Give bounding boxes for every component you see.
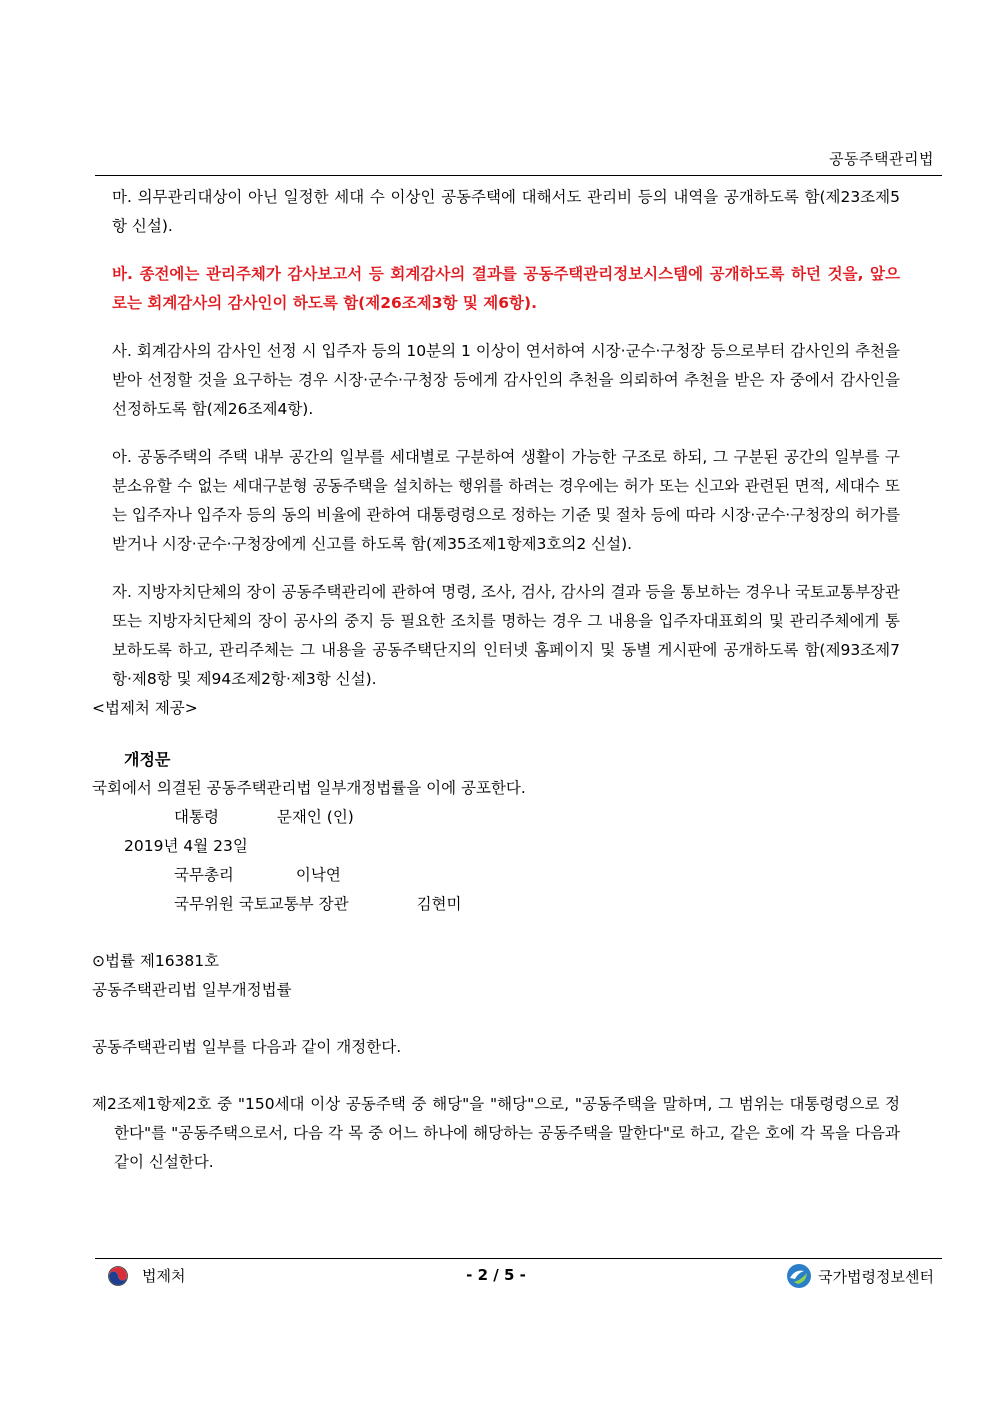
amend-intro: 공동주택관리법 일부를 다음과 같이 개정한다. (92, 1038, 402, 1056)
source-note: <법제처 제공> (92, 699, 198, 717)
promulgation-date: 2019년 4월 23일 (124, 837, 248, 855)
item-text: 종전에는 관리주체가 감사보고서 등 회계감사의 결과를 공동주택관리정보시스템에 공개하도록 하던 것을, 앞으로는 회계감사의 감사인이 하도록 함(제26조제3항 및 제6항). (112, 265, 900, 312)
spacer (92, 919, 900, 947)
list-item (92, 337, 900, 424)
item-text: 공동주택의 주택 내부 공간의 일부를 세대별로 구분하여 생활이 가능한 구조로 하되, 그 구분된 공간의 일부를 구분소유할 수 없는 세대구분형 공동주택을 설치하는 행위를 하려는 경우에는 허가 또는 신고와 관련된 면적, 세대수 또는 입주자나 입주자 등의 동의 비율에 관하여 대통령령으로 정하는 기준 및 절차 등에 따라 시장·군수·구청장의 허가를 받거나 시장·군수·구청장에게 신고를 하도록 함(제35조제1항제3호의2 신설). (112, 448, 900, 553)
item-label: 자. (112, 583, 132, 601)
item-label: 바. (112, 265, 133, 283)
promulgation-intro: 국회에서 의결된 공동주택관리법 일부개정법률을 이에 공포한다. (92, 779, 526, 797)
list-item-highlighted (92, 260, 900, 318)
item-label: 아. (112, 448, 132, 466)
amend-text: 제2조제1항제2호 중 "150세대 이상 공동주택 중 해당"을 "해당"으로, "공동주택을 말하며, 그 범위는 대통령령으로 정한다"를 "공동주택으로서, 다음 각 목 중 어느 하나에 해당하는 공동주택을 말한다"로 하고, 같은 호에 각 목을 다음과 같이 신설한다. (92, 1095, 900, 1171)
signature-pm (92, 861, 900, 890)
signature-minister (92, 890, 900, 919)
footer-rule (95, 1258, 942, 1259)
header-rule (95, 175, 942, 176)
footer-center-name: 국가법령정보센터 (818, 1267, 934, 1286)
list-item (92, 443, 900, 559)
pm-title: 국무총리 (174, 866, 234, 884)
pm-name: 이낙연 (295, 866, 341, 884)
spacer (92, 1005, 900, 1033)
section-heading: 개정문 (124, 750, 171, 769)
signature-president (92, 803, 900, 832)
president-title: 대통령 (174, 808, 219, 826)
header-title: 공동주택관리법 (829, 150, 934, 168)
president-name: 문재인 (인) (276, 808, 354, 826)
law-title: 공동주택관리법 일부개정법률 (92, 981, 292, 999)
item-text: 의무관리대상이 아닌 일정한 세대 수 이상인 공동주택에 대해서도 관리비 등의 내역을 공개하도록 함(제23조제5항 신설). (112, 188, 900, 235)
minister-title: 국무위원 국토교통부 장관 (174, 895, 349, 913)
law-center-logo-icon (786, 1263, 812, 1289)
list-item (92, 183, 900, 241)
minister-name: 김현미 (416, 895, 462, 913)
list-item (92, 578, 900, 694)
footer-right (786, 1263, 934, 1289)
item-text: 지방자치단체의 장이 공동주택관리에 관하여 명령, 조사, 검사, 감사의 결과 등을 통보하는 경우나 국토교통부장관 또는 지방자치단체의 장이 공사의 중지 등 필요한 조치를 명하는 경우 그 내용을 입주자대표회의 및 관리주체에게 통보하도록 하고, 관리주체는 그 내용을 공동주택단지의 인터넷 홈페이지 및 동별 게시판에 공개하도록 함(제93조제7항·제8항 및 제94조제2항·제3항 신설). (112, 583, 900, 688)
item-label: 마. (112, 188, 132, 206)
footer-agency: 법제처 (142, 1267, 186, 1285)
item-text: 회계감사의 감사인 선정 시 입주자 등의 10분의 1 이상이 연서하여 시장·군수·구청장 등으로부터 감사인의 추천을 받아 선정할 것을 요구하는 경우 시장·군수·구청장 등에게 감사인의 추천을 의뢰하여 추천을 받은 자 중에서 감사인을 선정하도록 함(제26조제4항). (112, 342, 900, 418)
page-number: - 2 / 5 - (466, 1266, 526, 1284)
spacer (92, 1062, 900, 1090)
item-label: 사. (112, 342, 132, 360)
law-number: ⊙법률 제16381호 (92, 952, 220, 970)
document-body (92, 183, 900, 1177)
